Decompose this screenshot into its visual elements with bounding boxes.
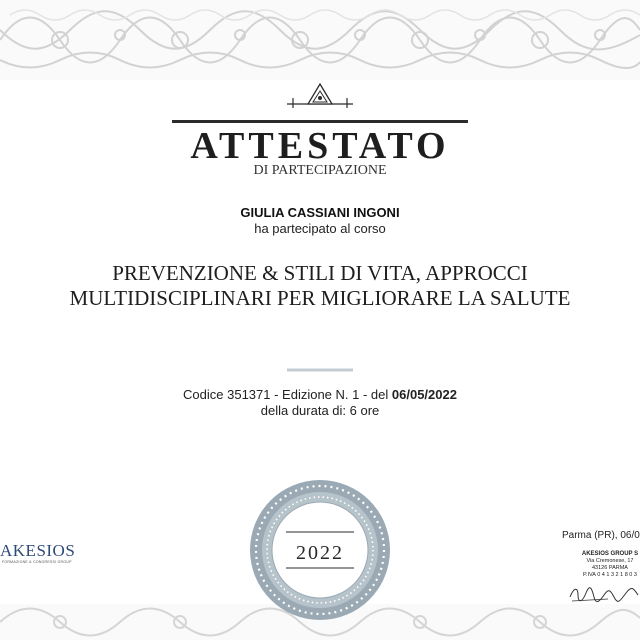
issue-place-date: Parma (PR), 06/0 [562, 530, 640, 541]
triangle-crest-icon [287, 82, 353, 112]
course-title [0, 261, 640, 311]
company-address: Via Cremonese, 17 [586, 558, 634, 564]
akesios-logo [0, 542, 80, 568]
top-ornament-border [0, 0, 640, 80]
certificate-title: ATTESTATO [190, 125, 450, 167]
course-title-line-2: MULTIDISCIPLINARI PER MIGLIORARE LA SALUTE [69, 286, 571, 310]
seal-year: 2022 [296, 542, 344, 564]
course-duration: della durata di: 6 ore [260, 403, 380, 418]
section-separator [287, 367, 353, 373]
company-name: AKESIOS GROUP S [581, 551, 639, 557]
participant-name: GIULIA CASSIANI INGONI [240, 205, 400, 220]
company-city: 43126 PARMA [592, 565, 628, 571]
certificate-subtitle: DI PARTECIPAZIONE [253, 163, 387, 178]
course-code-text: Codice 351371 - Edizione N. 1 - del [183, 387, 392, 402]
participated-text: ha partecipato al corso [254, 221, 386, 236]
logo-name: AKESIOS [0, 541, 76, 560]
issuer-stamp [575, 551, 640, 579]
company-vat: P.IVA 0 4 1 3 2 1 8 0 3 [583, 572, 637, 578]
signature-icon [568, 583, 640, 605]
logo-tagline: FORMAZIONE & CONGRESSI GROUP [2, 560, 72, 564]
course-title-line-1: PREVENZIONE & STILI DI VITA, APPROCCI [112, 261, 528, 285]
course-date: 06/05/2022 [391, 387, 457, 402]
course-code-line [0, 387, 640, 403]
